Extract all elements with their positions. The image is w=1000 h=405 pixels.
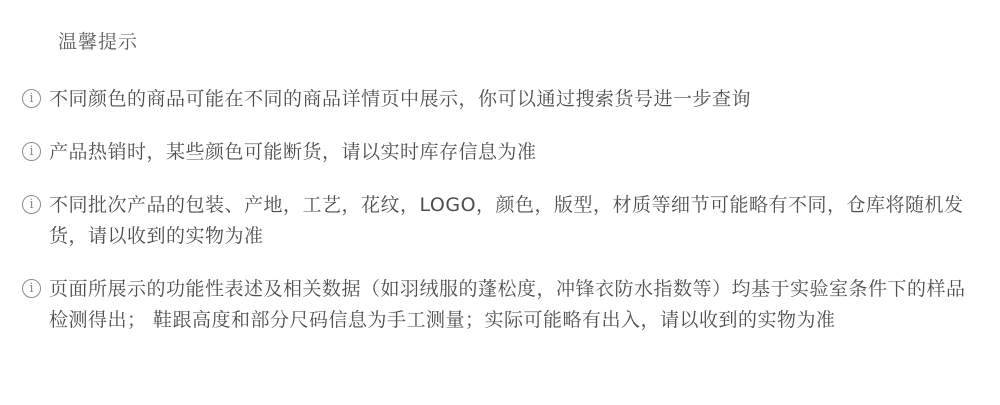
notice-item [22,274,978,336]
notice-item-text: 不同批次产品的包装、产地，工艺，花纹，LOGO，颜色，版型，材质等细节可能略有不同，仓库将随机发货，请以收到的实物为准 [49,194,964,247]
info-circle-icon: i [22,142,41,161]
notice-item-text: 页面所展示的功能性表述及相关数据（如羽绒服的蓬松度，冲锋衣防水指数等）均基于实验室条件下的样品检测得出； 鞋跟高度和部分尺码信息为手工测量；实际可能略有出入，请以收到的实物为准 [49,278,966,331]
notice-item [22,84,978,115]
notice-item [22,137,978,168]
page-title: 温馨提示 [58,31,139,53]
notice-item [22,190,978,252]
notice-item-text: 不同颜色的商品可能在不同的商品详情页中展示，你可以通过搜索货号进一步查询 [49,88,752,110]
info-circle-icon: i [22,279,41,298]
notice-item-text: 产品热销时，某些颜色可能断货，请以实时库存信息为准 [49,141,537,163]
info-circle-icon: i [22,195,41,214]
info-circle-icon: i [22,89,41,108]
